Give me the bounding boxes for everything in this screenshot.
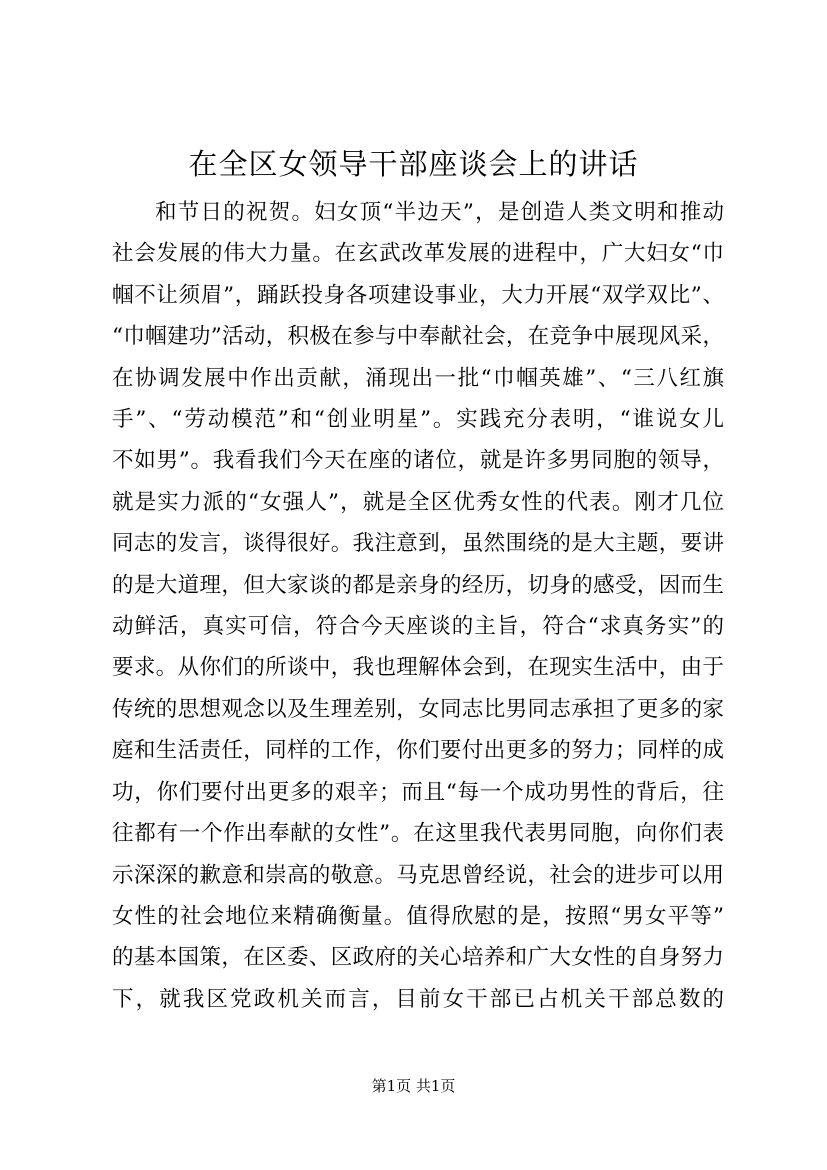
body-line: 女性的社会地位来精确衡量。值得欣慰的是，按照“男女平等” [112, 903, 724, 929]
page-footer: 第1页 共1页 [371, 1077, 456, 1095]
body-line: 不如男”。我看我们今天在座的诸位，就是许多男同胞的领导， [112, 448, 724, 474]
body-line: 就是实力派的“女强人”，就是全区优秀女性的代表。刚才几位 [112, 489, 724, 515]
body-line: “巾帼建功”活动，积极在参与中奉献社会，在竞争中展现风采， [112, 324, 724, 350]
document-title: 在全区女领导干部座谈会上的讲话 [188, 147, 639, 181]
body-line: 动鲜活，真实可信，符合今天座谈的主旨，符合“求真务实”的 [112, 614, 724, 640]
body-line: 的基本国策，在区委、区政府的关心培养和广大女性的自身努力 [112, 945, 724, 971]
document-body [112, 192, 724, 1020]
body-line: 庭和生活责任，同样的工作，你们要付出更多的努力；同样的成 [112, 738, 724, 764]
body-line: 和节日的祝贺。妇女顶“半边天”，是创造人类文明和推动 [155, 200, 724, 225]
body-line: 传统的思想观念以及生理差别，女同志比男同志承担了更多的家 [112, 696, 724, 722]
body-line: 在协调发展中作出贡献，涌现出一批“巾帼英雄”、“三八红旗 [112, 365, 724, 391]
body-line: 同志的发言，谈得很好。我注意到，虽然围绕的是大主题，要讲 [112, 531, 724, 557]
body-line: 手”、“劳动模范”和“创业明星”。实践充分表明，“谁说女儿 [112, 407, 724, 433]
body-line: 功，你们要付出更多的艰辛；而且“每一个成功男性的背后，往 [112, 779, 724, 805]
body-line: 的是大道理，但大家谈的都是亲身的经历，切身的感受，因而生 [112, 572, 724, 598]
body-line: 往都有一个作出奉献的女性”。在这里我代表男同胞，向你们表 [112, 821, 724, 847]
body-line: 示深深的歉意和崇高的敬意。马克思曾经说，社会的进步可以用 [112, 862, 724, 888]
body-line: 要求。从你们的所谈中，我也理解体会到，在现实生活中，由于 [112, 655, 724, 681]
body-line: 下，就我区党政机关而言，目前女干部已占机关干部总数的 [112, 986, 724, 1012]
body-line: 社会发展的伟大力量。在玄武改革发展的进程中，广大妇女“巾 [112, 241, 724, 267]
body-line: 帼不让须眉”，踊跃投身各项建设事业，大力开展“双学双比”、 [112, 282, 724, 308]
